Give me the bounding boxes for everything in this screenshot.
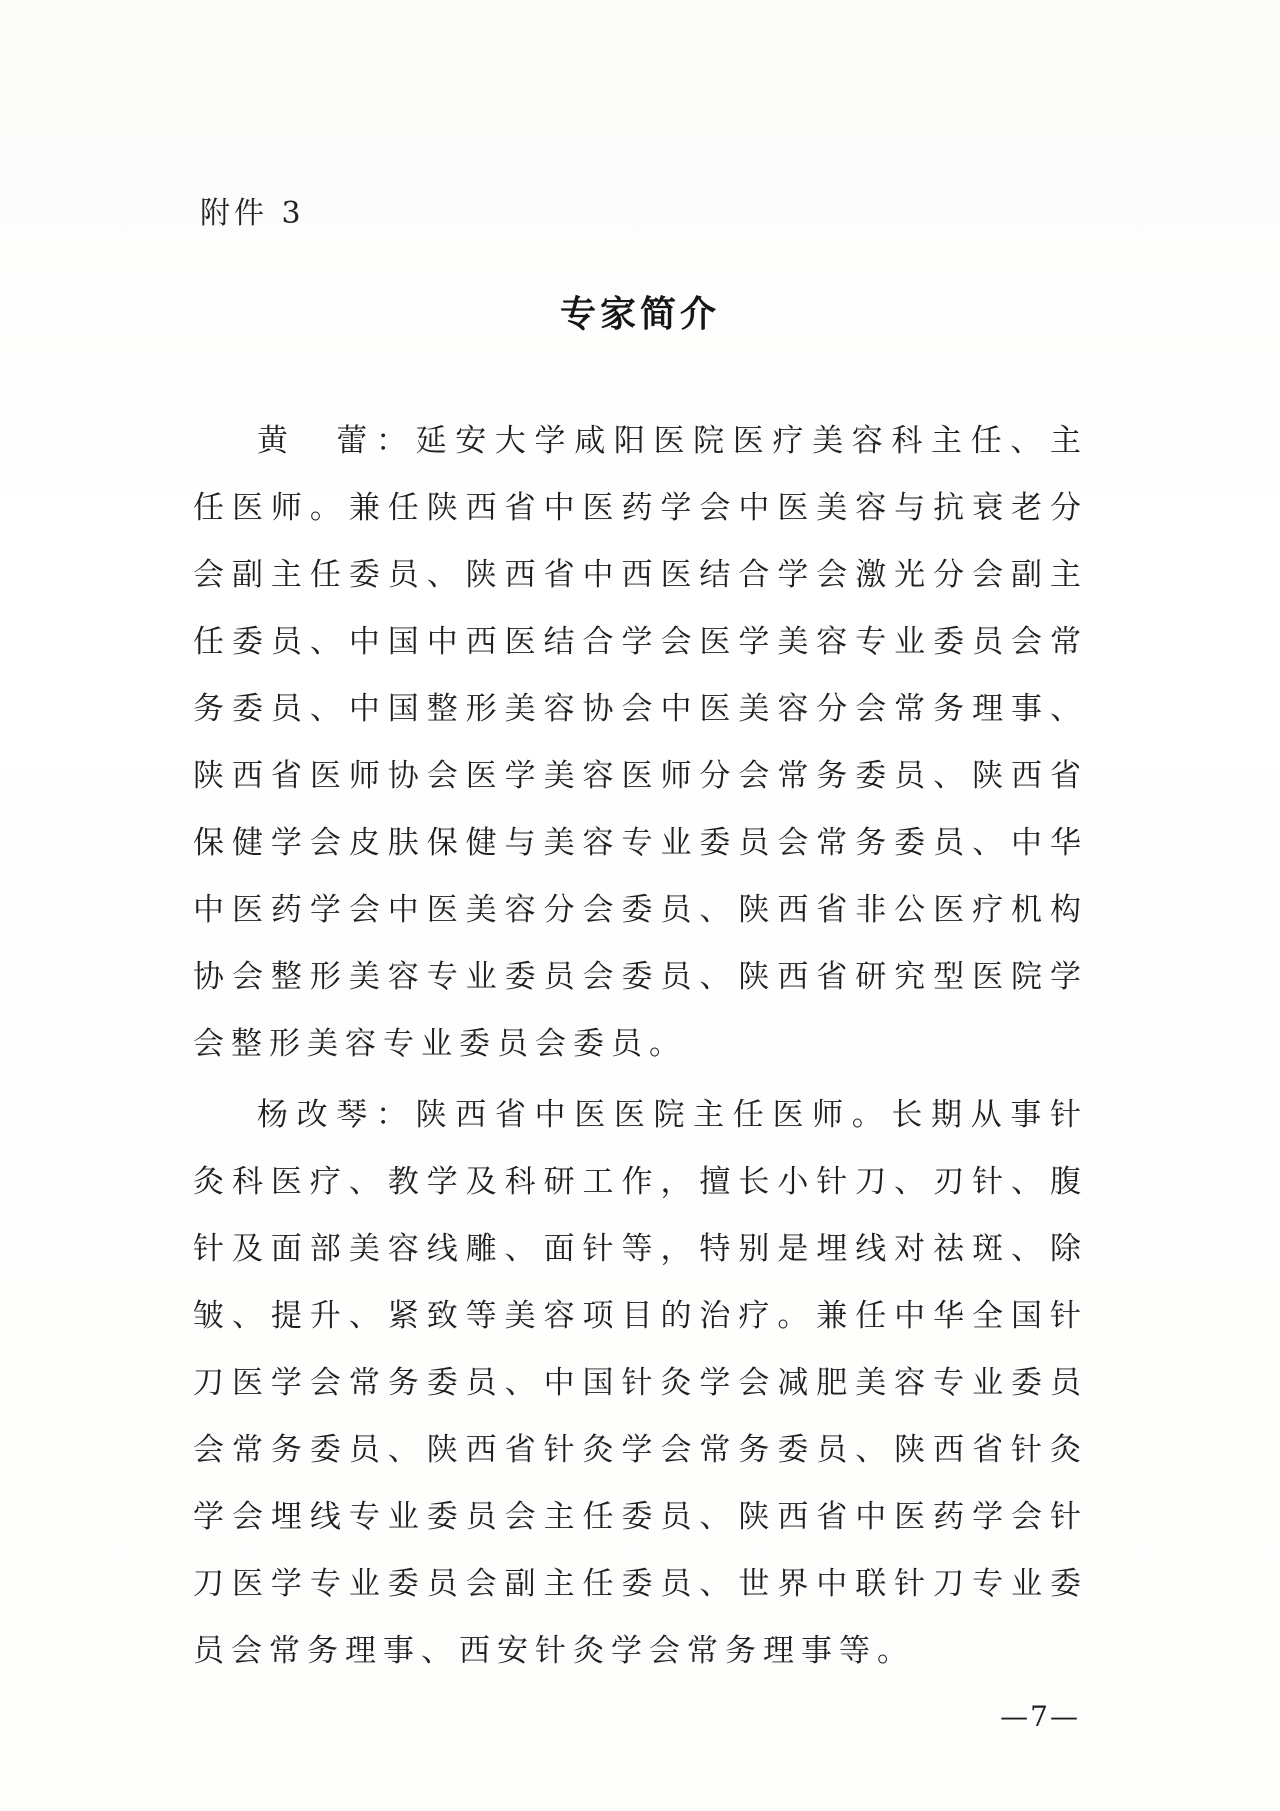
attachment-label: 附件 3: [200, 196, 305, 231]
expert-bio-yang-gaiqin: 杨改琴：陕西省中医医院主任医师。长期从事针灸科医疗、教学及科研工作，擅长小针刀、刃针、腹针及面部美容线雕、面针等，特别是埋线对祛斑、除皱、提升、紧致等美容项目的治疗。兼任中华全国针刀医学会常务委员、中国针灸学会减肥美容专业委员会常务委员、陕西省针灸学会常务委员、陕西省针灸学会埋线专业委员会主任委员、陕西省中医药学会针刀医学专业委员会副主任委员、世界中联针刀专业委员会常务理事、西安针灸学会常务理事等。: [193, 1097, 1088, 1669]
expert-bio-huang-lei: 黄 蕾：延安大学咸阳医院医疗美容科主任、主任医师。兼任陕西省中医药学会中医美容与抗衰老分会副主任委员、陕西省中西医结合学会激光分会副主任委员、中国中西医结合学会医学美容专业委员会常务委员、中国整形美容协会中医美容分会常务理事、陕西省医师协会医学美容医师分会常务委员、陕西省保健学会皮肤保健与美容专业委员会常务委员、中华中医药学会中医美容分会委员、陕西省非公医疗机构协会整形美容专业委员会委员、陕西省研究型医院学会整形美容专业委员会委员。: [193, 423, 1088, 1062]
page-number: —7—: [1000, 1700, 1080, 1733]
document-title: 专家简介: [559, 294, 720, 335]
